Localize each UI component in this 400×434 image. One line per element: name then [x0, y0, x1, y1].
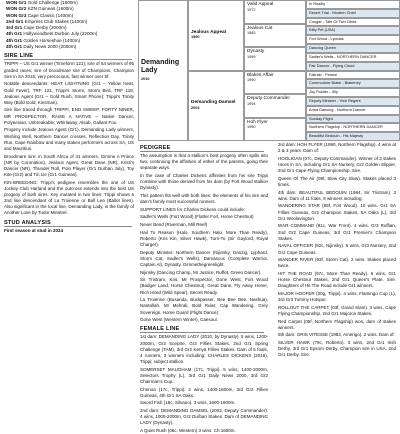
race-record-item	[6, 44, 136, 50]
dam-record-paragraph: 4th dam: BEAUTIFUL BEDOUIN (1984, Sir Tristram). 3 wins. Dam of 11 foals, 9 winners including:	[278, 189, 396, 201]
pedigree-horse-name: Demanding Lady	[141, 58, 180, 74]
pedigree-gen4-cell: Fair Dancer - Fiying Cloud	[306, 62, 400, 71]
race-record-race: Hollywoodbets Durban July (2200m)	[22, 31, 98, 37]
pedigree-gen3-cell	[244, 118, 306, 142]
sire-line-title: SIRE LINE	[4, 53, 132, 60]
pedigree-horse-year: 2010	[141, 76, 150, 81]
dam-record-paragraph: 3rd dam: HOH FLYER (1990, Northern Flagship). 4 wins at 2 & 3 years. Dam of:	[278, 142, 396, 154]
race-record-race: Golden Horseshoe (1400m)	[22, 37, 81, 43]
female-line-paragraph: 2nd dam: DEMANDING DAMSEL (2003, Deputy Commander). 4 wins, 1000-2000m, Gr2 Durban Stakes. Dam of DEMANDING LADY (Dynasty).	[140, 408, 268, 426]
dam-record-paragraph: WAR COMMAND (91c, War Front). 4 wins. Gr3 Ruffian, 2nd Gr2 Cape Guineas, 3rd Gr1 Premier's Champion Stakes.	[278, 223, 396, 241]
pedigree-notes-title: PEDIGREE	[140, 145, 264, 152]
sire-line-paragraph: KIN-BREEDING: Trippi's pedigree resembles the one of US Jockey Club Harland and the outcross extends into the best US progeny of both sires. Key mutated in two lines: Trippi shows a 2nd line descendant of La Troienne or Bull Lea (Ballot lines). Also significant in the local line, Demanding Lady, is the family of Another Love by Tudor Minstrel.	[4, 179, 134, 216]
dam-record-paragraph: Queen Of The Air (09f, Slew City Slew). Stakes placed 3 times.	[278, 175, 396, 187]
pedigree-gen4-cell: Cougar - Tale Of Two Cities	[306, 18, 400, 27]
pedigree-gen4-cell: Desert Trial - Modern Chief	[306, 9, 400, 18]
pedigree-gen3-cell	[244, 24, 306, 48]
pedigree-gen4-cell: Commodore Blake - Blakeney	[306, 79, 400, 88]
dam-record-paragraph: HOOLIGAN (07c, Deputy Commander). Winner of 3 stakes races in SA, including Gr1 SA Nursery, Gr2 Golden Slipper, 2nd Gr1 Cape Flying Championship. Sire.	[278, 155, 396, 174]
race-record-list	[0, 0, 136, 50]
pedigree-gen4-cell: Fort Wood - Lycidas	[306, 35, 400, 44]
female-line-paragraph: Chenoa (17c, Trippi). 2 wins, 1400-1600m, 3rd Gr2 Fillies Guineas, 4th Gr1 SA Oaks.	[140, 386, 268, 398]
dam-record-paragraph: NAVAL OFFICER (92c, Nijinsky). 5 wins, Gr3 Nursery, 2nd Gr2 Cape Guineas.	[278, 243, 396, 255]
pedigree-gen3-year: 1972	[247, 7, 256, 12]
pedigree-dam-cell	[188, 71, 244, 142]
race-record-grade: 3rd Gr1	[6, 25, 23, 31]
sire-line-paragraph: Sire line traced through TRIPPI, END SWEEP, FORTY NINER, MR PROSPECTOR, RAISE A NATIVE – Native Dancer, Polynesian, Unbreakable; Whirlaway, Alsab, Gallant Fox.	[4, 107, 134, 125]
sire-line-text	[0, 61, 136, 216]
pedigree-chart	[138, 0, 400, 141]
female-line-paragraph: A Quiet Rush (06c, Western) 3 wins. Ch 1600m.	[140, 428, 236, 434]
pedigree-gen4-cell: Sunday Flight	[306, 115, 400, 124]
race-record-race: Cape Classic (1400m)	[26, 12, 74, 18]
race-record-race: KZN Guineas (1600m)	[26, 6, 74, 12]
race-record-grade: 4th Gr1	[6, 37, 23, 43]
pedigree-gen3-cell	[244, 47, 306, 71]
race-record-race: Cape Derby (2000m)	[22, 25, 67, 31]
pedigree-horse-cell	[138, 0, 188, 141]
pedigree-notes-paragraph: Nijinsky (Dancing Champ, Mr Justice, Ruffet, Green Dancer).	[140, 269, 262, 275]
left-column	[0, 0, 136, 400]
race-record-grade: WON Gr2	[6, 6, 27, 12]
pedigree-gen3-name: Jealous Cat	[247, 25, 273, 31]
pedigree-notes-paragraph: The assumption is that a stallion's best progeny often spills into two, continuing the affinities of either of the parents, going their separate ways.	[140, 153, 268, 171]
pedigree-notes-paragraph: La Troienne (Busanda, Buckpasser, Bee Bee Bee, Nashua), Nantallah, Mr Mehrali, Bold Ruler, Cap Wandering, Grey Sovereign, Home Guard (Flight Dance).	[140, 297, 268, 315]
first-season-text: First season at stud in 2024	[4, 227, 64, 233]
pedigree-gen3-name: Dynasty	[247, 49, 265, 54]
sire-line-paragraph: TRIPPI – US Gr1 winner (Timeform 121); sire of 54 winners of 95 graded races; sire of broodmare sire of Champions, Champion Sire in SA 2016; very precocious, fast winner over 5f.	[4, 61, 134, 79]
pedigree-gen3-name: Valid Appeal	[247, 2, 274, 7]
sire-line-paragraph: Progeny include Jealous Agent (Gr1), Demanding Lady winners, Wishing Well, Northern Dancer crosses, Reflection Day, Trinity Run, Cape Rainbow and many stakes performers across SA, US and Mauritius.	[4, 127, 134, 151]
female-line-title: FEMALE LINE	[140, 326, 264, 333]
dam-record-paragraph: ROLLOUT THE CARPET (03f, Grand Slam). 3 wins, Cape Flying Championship, 2nd Gr1 Majorca Stakes.	[278, 304, 396, 316]
pedigree-notes-paragraph: Never Bend (Riverman, Mill Reef)	[140, 222, 208, 228]
sire-line-paragraph: Notable descendants: HEAT LIGHTNING (Gr1 – Yellow Heat, Gold Fever), TRF 121, Trippi's Storm, Storm Bird, TRF 118; Jealous Agent (Gr1 – Gold Rush, Smart Phone); Trippi's Trinity Way (Bold Gold, Kinsman).	[4, 81, 134, 105]
right-column	[276, 142, 400, 400]
middle-column	[138, 142, 271, 434]
pedigree-notes-paragraph: In the case of Charles Dickens affinities from his sire Trippi combine with those derived from his dam (by Fort Wood stallion Dynasty).	[140, 172, 268, 191]
race-record-race: Daily News 2000 (2000m)	[22, 44, 77, 50]
pedigree-gen3-year: 1990	[247, 125, 256, 130]
pedigree-gen4-cell: Kitty Pet (USA)	[306, 26, 400, 35]
pedigree-notes-paragraph: Gone West (Western Winter), Caesour.	[140, 317, 219, 323]
pedigree-notes-paragraph: Sadler's Wells (Fort Wood) (Flatter Fort, Horse Chestnut)	[140, 214, 254, 220]
female-line-paragraph: Sword Fish (18c, Silvano). 3 wins, 1600-1800m.	[140, 400, 236, 406]
race-record-grade: 4th Gr1	[6, 31, 23, 37]
pedigree-notes-paragraph: SUPPORT LINES for Charles Dickens could include:	[140, 206, 246, 212]
race-record-grade: WON Gr3	[6, 12, 27, 18]
pedigree-sire-name: Jealous Appeal	[191, 29, 227, 35]
female-line-paragraph: SOMERSET MAUGHAM (17c, Trippi). 5 wins, 1400-2000m, Selectors Trophy (L), 3rd Gr1 Daily News 2000, 3rd Gr2 Chairman's Cup.	[140, 366, 268, 384]
pedigree-gen3-cell	[244, 94, 306, 118]
pedigree-notes-paragraph: This pattern fits well with both lines: the elements of his sire and dam's family most successful runners.	[140, 192, 268, 205]
pedigree-gen3-year: 1999	[247, 54, 256, 59]
pedigree-gen3-cell	[244, 71, 306, 95]
dam-record-paragraph: SILVER HAWK (79c, Roberto). 3 wins, 2nd Gr1 Irish Derby, 3rd Gr1 Epsom Derby. Champion sire in USA. 2nd Gr1 Derby. Sire.	[278, 340, 396, 358]
pedigree-dam-name: Demanding Damsel	[191, 100, 236, 106]
pedigree-notes-paragraph: Hail To Reason (Halo, Southern Halo, More Than Ready), Roberto (Kris Kin, Silver Hawk), Turn-To (Sir Gaylord, Royal Charger).	[140, 229, 268, 248]
pedigree-gen3-year: 1994	[247, 101, 256, 106]
pedigree-gen4-cell: Beautiful Bedouin - His Majesty	[306, 132, 400, 141]
pedigree-notes-paragraph: Sir Tristram, Kris, Mr Prospector, Gone West, Fort Wood (Badger Land, Horse Chestnut), Great Dane, Fly Away Home, Rich Hired (Wild Spear), Secret Ready.	[140, 277, 268, 295]
pedigree-gen4-cell: Faliraki - Pelane	[306, 71, 400, 80]
pedigree-gen4-cell: Dancing Queen	[306, 44, 400, 53]
female-line-text	[138, 334, 271, 434]
pedigree-gen3-name: Hoh Flyer	[247, 119, 268, 125]
female-line-paragraph: 1st dam: DEMANDING LADY (2010, by Dynasty). 5 wins, 1200-2000m, Gr2 Sceptre, Gr3 Fillies Stakes, 2nd Gr1 Spring Challenge (TAM), 3rd Gr2 Kenya Fillies Stakes. Dam of 5 foals, 4 runners, 3 winners including: CHARLES DICKENS (2018), Trippi; subject stallion.	[140, 334, 268, 365]
pedigree-gen4-cell: Northern Flagship - NORTHERN DANCER	[306, 123, 400, 132]
sire-line-paragraph: Broodmare sire: in South Africa of 31 winners, Gimme A Prince (NR by Coronation), Jealous Agent, Great Dane (NR), Kristi's Dancer (NR), Thunder Roll, Polo Player (Gr1 Durban July), Toy Kite (Gr2) and Tin Lie (Gr1 Guineas).	[4, 153, 134, 178]
dam-record-paragraph: 5th dam: GRIS VITESSE (1983, Amerigo). 2 wins. Dam of:	[278, 332, 395, 338]
pedigree-sire-cell	[188, 0, 244, 71]
race-record-race: Empress Club Stakes (1400m)	[23, 18, 88, 24]
race-record-grade: WON Gr1	[6, 0, 27, 5]
pedigree-gen3-name: Blakes Affair	[247, 72, 274, 78]
race-record-grade: 2nd Gr1	[6, 18, 24, 24]
pedigree-dam-year: 2003	[191, 105, 200, 110]
pedigree-gen3-cell	[244, 0, 306, 24]
dam-record-paragraph: Red Carpet (05f, Northern Flagship) won, dam of stakes winners.	[278, 318, 396, 330]
pedigree-notes-text	[138, 153, 271, 323]
race-record-grade: 4th Gr1	[6, 44, 23, 50]
pedigree-gen4-cell: Sadler's Wells - NORTHERN DANCER	[306, 53, 400, 62]
pedigree-gen4-cell: Deputy Minister - Vice Regent	[306, 97, 400, 106]
pedigree-gen4-cell: Joy Fiddler - Jilly	[306, 88, 400, 97]
dam-record-paragraph: WANDERING STAR (89f, Fort Wood). 10 wins. Gr1 SA Fillies Guineas, Gr2 Champion Stakes, SA Oaks (L), 3rd Gr1 Woolavington.	[278, 203, 396, 221]
dam-record-paragraph: HIT THE ROAD (97c, More Than Ready). 6 wins, Gr1 Horse Chestnut Stakes, 2nd Gr1 Queen's Plate. Sire. Daughters of Hit The Road include Gr1 winners.	[278, 270, 396, 289]
pedigree-gen3-year: 1990	[247, 78, 256, 83]
pedigree-gen3-name: Deputy Commander	[247, 96, 290, 101]
pedigree-sire-year: 1990	[191, 35, 200, 40]
dam-record-paragraph: MAJOR HOOFER (00g, Trippi). 4 wins, Flamingo Cup (L), 3rd Gr3 Tommy Hotspur.	[278, 290, 396, 303]
pedigree-notes-paragraph: Deputy Minister: Northern Dancer (Nijinsky, Danzig, Lyphard, Storm Cat, Sadler's Wells), Damascus (Complete Warrior, Captain Al), Dynasty, Gimmethegreenlight.	[140, 249, 268, 267]
race-record-race: Gold Challenge (1600m)	[26, 0, 78, 5]
dam-record-paragraph: WANDER RIVER (93f, Storm Cat). 2 wins. Stakes placed twice.	[278, 257, 396, 269]
stud-analysis-title: STUD ANALYSIS	[4, 220, 132, 227]
pedigree-gen3-year: 1983	[247, 31, 256, 36]
pedigree-gen4-cell: Anna Dancing - Northern Dancer	[306, 106, 400, 115]
pedigree-gen4-cell: In Reality	[306, 0, 400, 9]
